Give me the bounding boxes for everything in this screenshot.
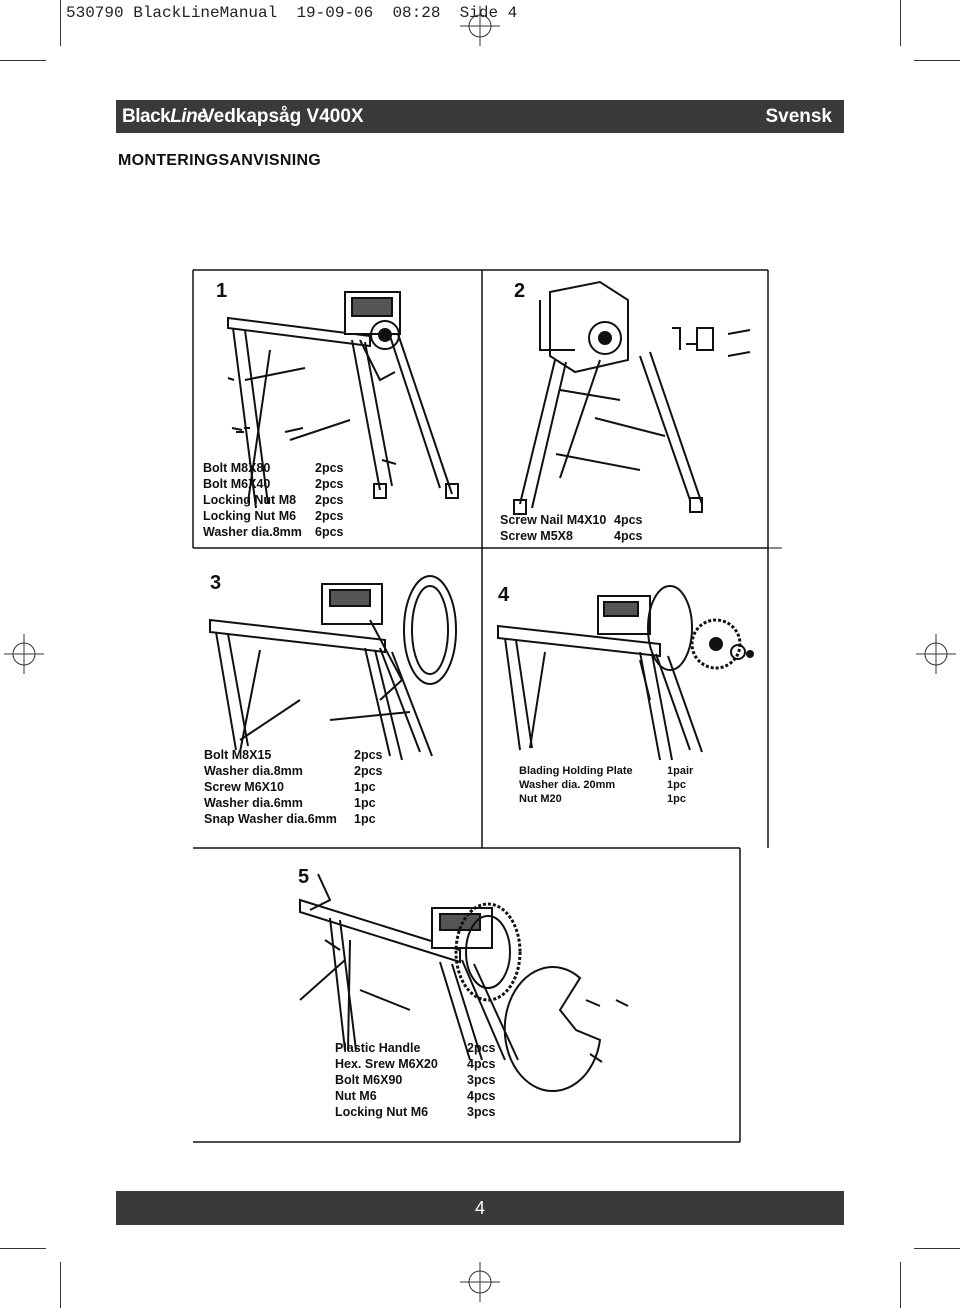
- brand-logo: BlackLine: [122, 106, 208, 127]
- panel-2-illustration: [514, 282, 750, 514]
- part-qty: 4pcs: [467, 1089, 496, 1103]
- part-name: Locking Nut M6: [203, 509, 297, 523]
- page-number: 4: [474, 1198, 485, 1218]
- part-name: Bolt M6X40: [203, 477, 271, 491]
- parts-list-5: [335, 1040, 496, 1120]
- part-name: Bolt M8X80: [203, 461, 271, 475]
- language-label: Svensk: [765, 106, 832, 127]
- part-name: Screw Nail M4X10: [500, 513, 607, 527]
- parts-list-1: [203, 460, 344, 540]
- panel-3-illustration: [210, 576, 456, 760]
- part-name: Plastic Handle: [335, 1041, 421, 1055]
- parts-list-3: [204, 747, 383, 827]
- part-name: Washer dia.6mm: [204, 796, 303, 810]
- part-qty: 2pcs: [315, 493, 344, 507]
- panel-number-1: 1: [216, 280, 228, 302]
- panel-number-5: 5: [298, 866, 310, 888]
- part-qty: 6pcs: [315, 525, 344, 539]
- part-qty: 1pair: [667, 765, 694, 777]
- part-qty: 4pcs: [614, 513, 643, 527]
- part-name: Snap Washer dia.6mm: [204, 812, 337, 826]
- part-qty: 1pc: [667, 779, 686, 791]
- product-name: Vedkapsåg V400X: [202, 106, 364, 127]
- part-qty: 1pc: [354, 780, 376, 794]
- panel-number-3: 3: [210, 572, 222, 594]
- part-name: Screw M6X10: [204, 780, 284, 794]
- part-qty: 2pcs: [315, 509, 344, 523]
- part-qty: 2pcs: [354, 764, 383, 778]
- part-name: Washer dia.8mm: [203, 525, 302, 539]
- part-name: Locking Nut M8: [203, 493, 297, 507]
- part-qty: 1pc: [354, 796, 376, 810]
- parts-list-2: [500, 512, 643, 544]
- part-qty: 4pcs: [614, 529, 643, 543]
- parts-list-4: [519, 764, 693, 806]
- print-slug: 530790 BlackLineManual 19-09-06 08:28 Side 4: [66, 4, 518, 22]
- part-qty: 2pcs: [467, 1041, 496, 1055]
- part-name: Bolt M8X15: [204, 748, 272, 762]
- part-qty: 1pc: [667, 793, 686, 805]
- part-qty: 4pcs: [467, 1057, 496, 1071]
- part-qty: 2pcs: [315, 477, 344, 491]
- part-qty: 1pc: [354, 812, 376, 826]
- document-title: MONTERINGSANVISNING: [118, 152, 322, 169]
- part-qty: 2pcs: [315, 461, 344, 475]
- part-name: Nut M6: [335, 1089, 377, 1103]
- part-name: Bolt M6X90: [335, 1073, 403, 1087]
- panel-number-2: 2: [514, 280, 526, 302]
- panel-number-4: 4: [498, 584, 510, 606]
- part-name: Screw M5X8: [500, 529, 573, 543]
- part-name: Locking Nut M6: [335, 1105, 429, 1119]
- part-qty: 2pcs: [354, 748, 383, 762]
- part-name: Nut M20: [519, 793, 562, 805]
- part-name: Washer dia.8mm: [204, 764, 303, 778]
- footer-bar: [116, 1191, 844, 1225]
- part-name: Washer dia. 20mm: [519, 779, 616, 791]
- part-name: Blading Holding Plate: [519, 765, 633, 777]
- panel-4-illustration: [498, 586, 753, 760]
- part-qty: 3pcs: [467, 1105, 496, 1119]
- part-qty: 3pcs: [467, 1073, 496, 1087]
- part-name: Hex. Srew M6X20: [335, 1057, 438, 1071]
